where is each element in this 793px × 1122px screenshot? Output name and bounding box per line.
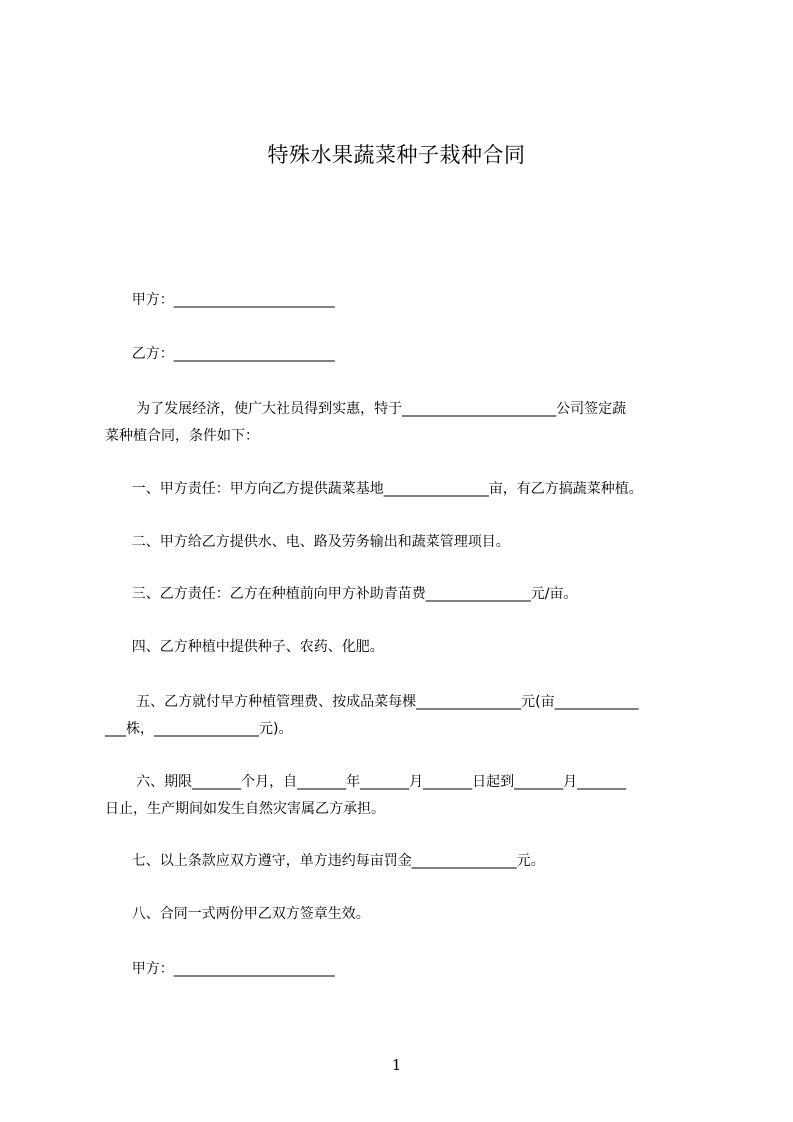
clause-4: 四、乙方种植中提供种子、农药、化肥。 (105, 639, 384, 655)
clause-6-line-1: 六、期限_______个月，自_______年_______月_______日起到_______月_______ (105, 774, 627, 790)
party-a-field: 甲方：_______________________ (105, 292, 335, 308)
party-b-field: 乙方：_______________________ (105, 346, 335, 362)
clause-6-line-2: 日止，生产期间如发生自然灾害属乙方承担。 (105, 801, 385, 817)
clause-3: 三、乙方责任：乙方在种植前向甲方补助青苗费_______________元/亩。 (105, 586, 578, 602)
party-a-signature-field: 甲方：_______________________ (105, 961, 335, 977)
clause-5-line-1: 五、乙方就付早方种植管理费、按成品菜每棵_______________元(亩____________ (105, 694, 639, 710)
clause-7: 七、以上条款应双方遵守，单方违约每亩罚金_______________元。 (105, 853, 545, 869)
document-title: 特殊水果蔬菜种子栽种合同 (267, 143, 526, 167)
clause-1: 一、甲方责任：甲方向乙方提供蔬菜基地_______________亩，有乙方搞蔬菜种植。 (105, 481, 643, 497)
clause-2: 二、甲方给乙方提供水、电、路及劳务输出和蔬菜管理项目。 (105, 534, 510, 550)
intro-paragraph-line-1: 为了发展经济，使广大社员得到实惠，特于______________________公司签定蔬 (105, 401, 627, 417)
clause-5-line-2: ___株，_______________元)。 (105, 721, 293, 737)
clause-8: 八、合同一式两份甲乙双方签章生效。 (105, 906, 370, 922)
page-number: 1 (391, 1056, 402, 1074)
intro-paragraph-line-2: 菜种植合同，条件如下： (105, 428, 259, 444)
